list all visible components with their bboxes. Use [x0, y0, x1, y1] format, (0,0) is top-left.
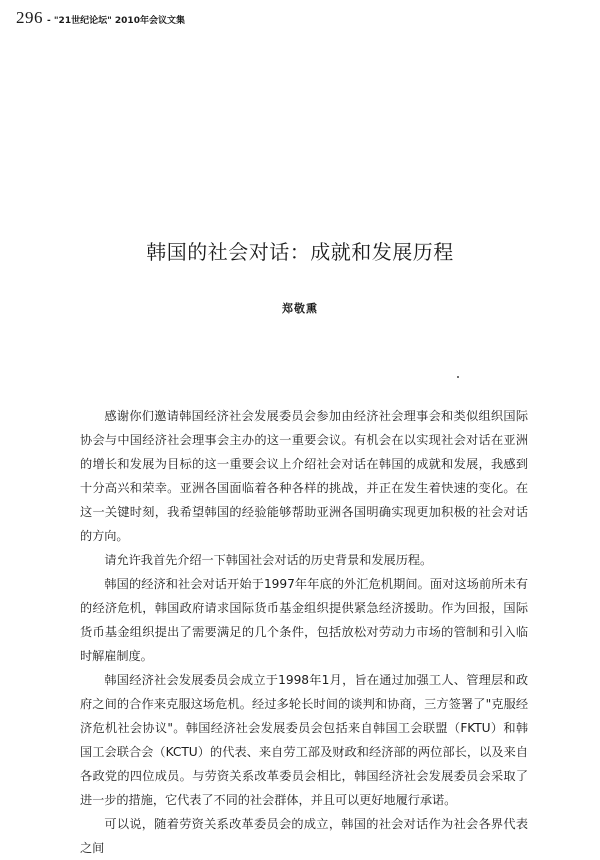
- article-body: [80, 404, 528, 860]
- paragraph: 请允许我首先介绍一下韩国社会对话的历史背景和发展历程。: [104, 553, 433, 567]
- running-title: - "21世纪论坛" 2010年会议文集: [47, 16, 185, 26]
- page-number: 296: [16, 8, 43, 27]
- article-title: 韩国的社会对话：成就和发展历程: [146, 240, 454, 264]
- paragraph: 韩国的经济和社会对话开始于1997年年底的外汇危机期间。面对这场前所未有的经济危机，韩国政府请求国际货币基金组织提供紧急经济援助。作为回报，国际货币基金组织提出了需要满足的几个条件，包括放松对劳动力市场的管制和引入临时解雇制度。: [80, 577, 528, 663]
- running-header: [16, 8, 185, 28]
- paragraph: 感谢你们邀请韩国经济社会发展委员会参加由经济社会理事会和类似组织国际协会与中国经济社会理事会主办的这一重要会议。有机会在以实现社会对话在亚洲的增长和发展为目标的这一重要会议上介绍社会对话在韩国的成就和发展，我感到十分高兴和荣幸。亚洲各国面临着各种各样的挑战，并正在发生着快速的变化。在这一关键时刻，我希望韩国的经验能够帮助亚洲各国明确实现更加积极的社会对话的方向。: [80, 409, 528, 543]
- paragraph: 可以说，随着劳资关系改革委员会的成立，韩国的社会对话作为社会各界代表之间: [80, 817, 528, 855]
- scan-speck: [457, 376, 459, 378]
- article-author: 郑敬熏: [282, 302, 318, 315]
- paragraph: 韩国经济社会发展委员会成立于1998年1月，旨在通过加强工人、管理层和政府之间的合作来克服这场危机。经过多轮长时间的谈判和协商，三方签署了"克服经济危机社会协议"。韩国经济社会发展委员会包括来自韩国工会联盟（FKTU）和韩国工会联合会（KCTU）的代表、来自劳工部及财政和经济部的两位部长，以及来自各政党的四位成员。与劳资关系改革委员会相比，韩国经济社会发展委员会采取了进一步的措施，它代表了不同的社会群体，并且可以更好地履行承诺。: [80, 673, 528, 807]
